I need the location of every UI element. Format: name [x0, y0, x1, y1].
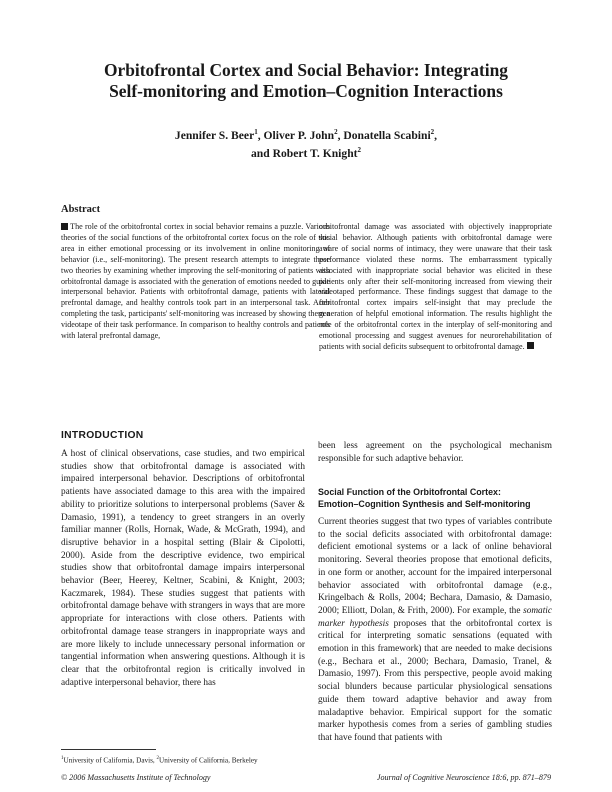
affiliation-2: University of California, Berkeley [159, 756, 258, 765]
article-title [60, 60, 552, 102]
author-name: Oliver P. John [263, 129, 335, 142]
author-name: Donatella Scabini [343, 129, 431, 142]
journal-citation: Journal of Cognitive Neuroscience 18:6, pp. 871–879 [376, 773, 551, 782]
affiliation-1: University of California, Davis, [63, 756, 157, 765]
section-text [318, 516, 552, 745]
abstract-text-2: orbitofrontal damage was associated with objectively inappropriate social behavior. Although patients with orbitofrontal damage were aware of social norms of intimacy, they were unaware that their task performance violated these norms. The embarrassment typically associated with inappropriate social behavior was elicited in these patients only after their self-monitoring increased from viewing their videotaped performance. These findings suggest that damage to the orbitofrontal cortex impairs self-insight that may preclude the generation of helpful emotional information. The results highlight the role of the orbitofrontal cortex in the interplay of self-monitoring and emotional processing and suggest avenues for neurorehabilitation of patients with social deficits subsequent to orbitofrontal damage. [319, 222, 552, 351]
introduction-continuation: been less agreement on the psychological mechanism responsible for such adaptive behavior. [318, 441, 552, 464]
copyright-notice: © 2006 Massachusetts Institute of Technology [61, 773, 211, 782]
author-line-1 [60, 127, 552, 145]
italic-term: somatic marker hypothesis [318, 605, 552, 629]
affiliation-marker: 2 [430, 128, 435, 137]
abstract-column-1 [61, 222, 330, 342]
section-text-a: Current theories suggest that two types of variables contribute to the social deficits associated with orbitofrontal damage: deficient emotional systems or a lack of online behavioral monitoring. Several theories propose that emotional deficits, in one form or another, account for the impaired interpersonal behavior associated with orbitofrontal damage (e.g., Kringelbach & Rolls, 2004; Bechara, Damasio, & Damasio, 2000; Elliott, Dolan, & Frith, 2000). For example, the [318, 517, 552, 616]
title-line-1: Orbitofrontal Cortex and Social Behavior: Integrating [104, 60, 508, 80]
author-name: Jennifer S. Beer [174, 129, 255, 142]
affiliation-marker: 2 [357, 146, 361, 155]
abstract-heading: Abstract [61, 204, 101, 215]
introduction-heading: INTRODUCTION [61, 430, 144, 441]
footnote-marker: 2 [156, 756, 160, 761]
abstract-column-2 [319, 222, 552, 353]
author-conjunction: and [250, 147, 273, 160]
section-heading [318, 486, 558, 510]
affiliation-footnote [61, 756, 305, 764]
affiliation-marker: 1 [254, 128, 258, 137]
author-name: Robert T. Knight [272, 147, 358, 160]
square-bullet-icon [61, 223, 68, 230]
author-separator: , [337, 129, 344, 142]
section-text-b: proposes that the orbitofrontal cortex is critical for interpreting somatic sensations (equated with emotion in this framework) that are needed to make decisions (e.g., Bechara et al., 2000; Bechara, Damasio, Tranel, & Damasio, 1997). From this perspective, people avoid making social blunders because particular physiological sensations guide them toward adaptive behavior and away from maladaptive behavior. Empirical support for the somatic marker hypothesis comes from a series of gambling studies that have found that patients with [318, 618, 552, 743]
section-heading-line-2: Emotion–Cognition Synthesis and Self-monitoring [318, 499, 531, 510]
footnote-divider [61, 749, 156, 750]
footnote-marker: 1 [61, 756, 64, 761]
introduction-text: A host of clinical observations, case studies, and two empirical studies show that orbitofrontal damage is associated with impaired interpersonal behavior. Descriptions of orbitofrontal patients have associated damage to this area with the impaired ability to prioritize solutions to interpersonal problems (Saver & Damasio, 1991), a tendency to greet strangers in an overly familiar manner (Rolls, Hornak, Wade, & McGrath, 1994), and disruptive behavior in a hospital setting (Blair & Cipolotti, 2000). Aside from the descriptive evidence, two empirical studies show that orbitofrontal damage impairs interpersonal behavior (Beer, Heerey, Keltner, Scabini, & Knight, 2003; Kaczmarek, 1984). These studies suggest that patients with orbitofrontal damage behave with strangers in ways that are more appropriate for interactions with close others. Patients with orbitofrontal damage tease strangers in inappropriate ways and are more likely to include unnecessary personal information or tangential information when answering questions. Although it is clear that the orbitofrontal region is critically involved in adaptive interpersonal behavior, there has [61, 449, 305, 688]
end-square-icon [527, 342, 534, 349]
author-list [60, 127, 552, 163]
title-line-2: Self-monitoring and Emotion–Cognition Interactions [109, 81, 503, 101]
affiliation-marker: 2 [334, 128, 338, 137]
abstract-text-1: The role of the orbitofrontal cortex in social behavior remains a puzzle. Various theories of the social functions of the orbitofrontal cortex focus on the role of this area in either emotional processing or its involvement in online monitoring of behavior (i.e., self-monitoring). The present research attempts to integrate these two theories by examining whether improving the self-monitoring of patients with orbitofrontal damage is associated with the generation of emotions needed to guide interpersonal behavior. Patients with orbitofrontal damage, patients with lateral prefrontal damage, and healthy controls took part in an interpersonal task. After completing the task, participants' self-monitoring was increased by showing them a videotape of their task performance. In comparison to healthy controls and patients with lateral prefrontal damage, [61, 222, 330, 341]
author-separator: , [434, 129, 438, 142]
author-separator: , [257, 129, 264, 142]
author-line-2 [60, 145, 552, 163]
section-heading-line-1: Social Function of the Orbitofrontal Cortex: [318, 487, 501, 497]
